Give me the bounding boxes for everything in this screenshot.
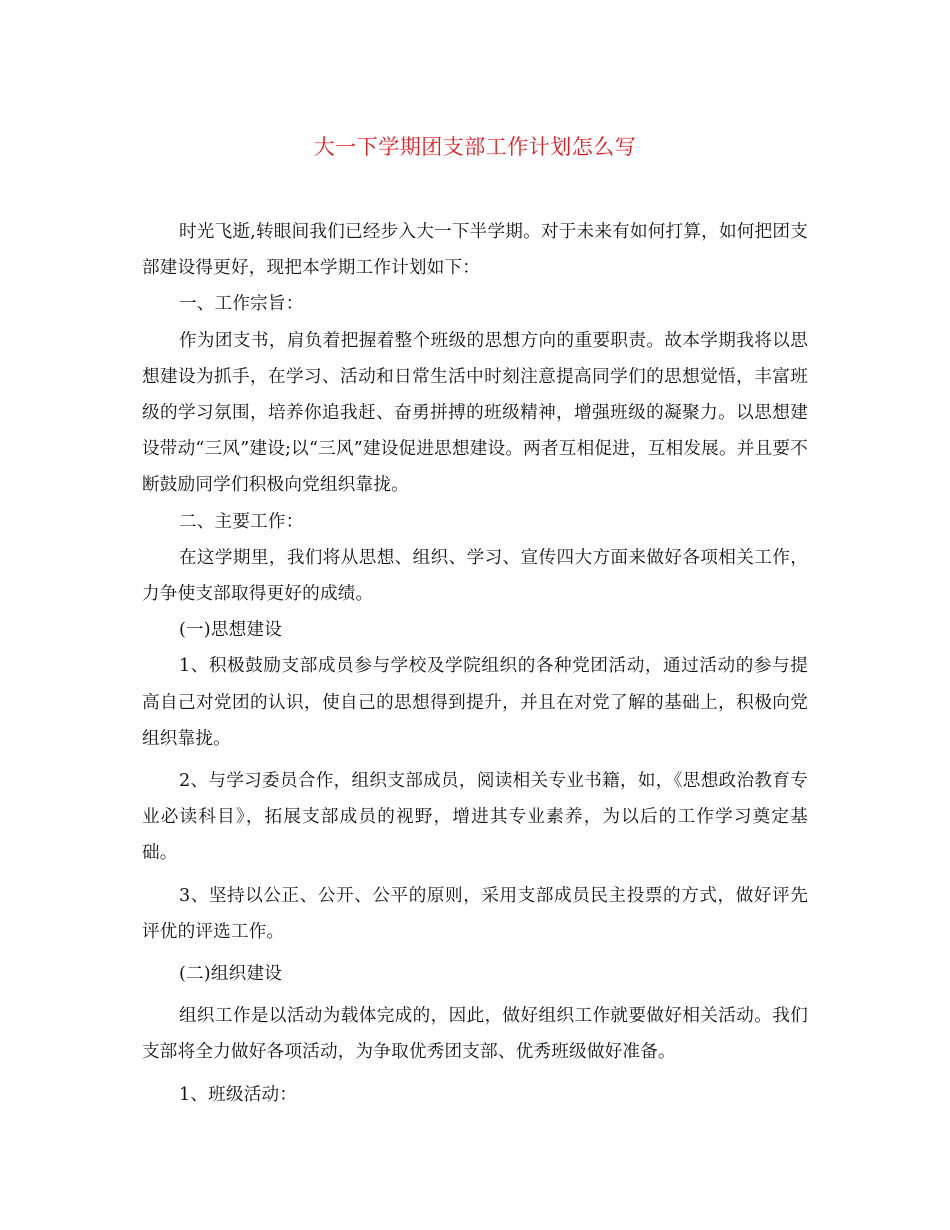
main-work-paragraph: 在这学期里，我们将从思想、组织、学习、宣传四大方面来做好各项相关工作，力争使支部取得更好的成绩。 (142, 547, 808, 605)
organization-paragraph: 组织工作是以活动为载体完成的，因此，做好组织工作就要做好相关活动。我们支部将全力做好各项活动，为争取优秀团支部、优秀班级做好准备。 (142, 1006, 808, 1063)
section-heading-purpose: 一、工作宗旨： (178, 294, 304, 315)
subheading-organization: (二)组织建设 (178, 964, 283, 985)
class-activities-heading: 1、班级活动： (178, 1084, 298, 1105)
subheading-ideology: (一)思想建设 (178, 620, 283, 641)
document-body (142, 214, 808, 1113)
intro-paragraph: 时光飞逝,转眼间我们已经步入大一下半学期。对于未来有如何打算，如何把团支部建设得更好，现把本学期工作计划如下： (142, 222, 808, 279)
purpose-paragraph: 作为团支书，肩负着把握着整个班级的思想方向的重要职责。故本学期我将以思想建设为抓手，在学习、活动和日常生活中时刻注意提高同学们的思想觉悟，丰富班级的学习氛围，培养你追我赶、奋勇拼搏的班级精神，增强班级的凝聚力。以思想建设带动“三风”建设;以“三风”建设促进思想建设。两者互相促进，互相发展。并且要不断鼓励同学们积极向党组织靠拢。 (142, 330, 808, 496)
ideology-item-3: 3、坚持以公正、公开、公平的原则，采用支部成员民主投票的方式，做好评先评优的评选工作。 (142, 885, 808, 942)
document-title: 大一下学期团支部工作计划怎么写 (313, 135, 637, 159)
ideology-item-2: 2、与学习委员合作，组织支部成员，阅读相关专业书籍，如，《思想政治教育专业必读科目》，拓展支部成员的视野，增进其专业素养，为以后的工作学习奠定基础。 (142, 771, 808, 864)
ideology-item-1: 1、积极鼓励支部成员参与学校及学院组织的各种党团活动，通过活动的参与提高自己对党团的认识，使自己的思想得到提升，并且在对党了解的基础上，积极向党组织靠拢。 (142, 656, 808, 749)
section-heading-main-work: 二、主要工作： (178, 511, 304, 532)
